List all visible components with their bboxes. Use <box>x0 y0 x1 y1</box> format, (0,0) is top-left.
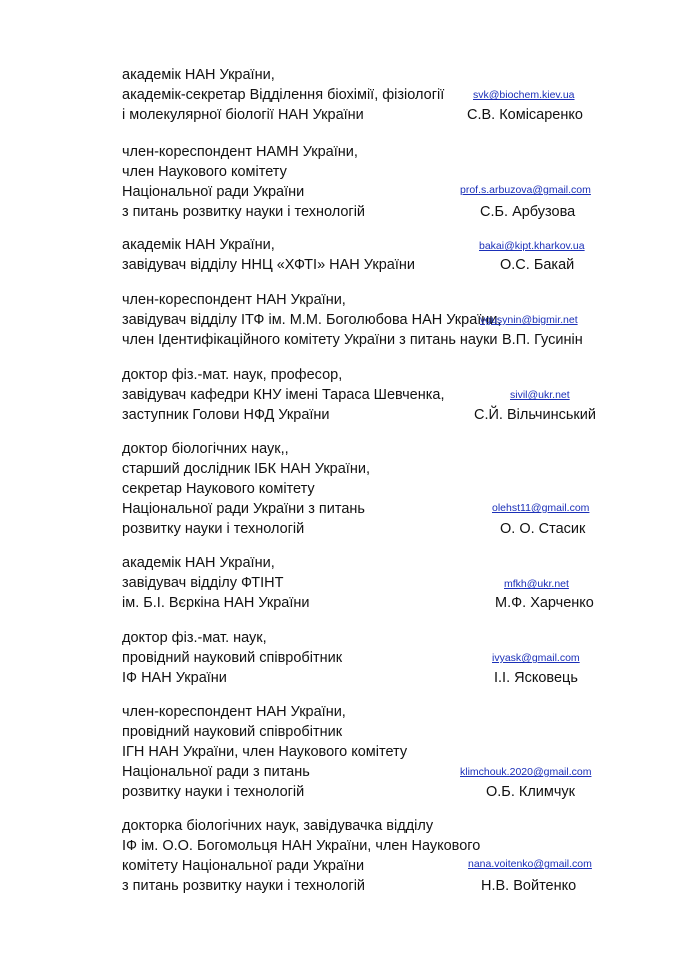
affiliation-line: і молекулярної біології НАН України <box>122 107 364 123</box>
affiliation-line: Національної ради з питань <box>122 764 310 780</box>
email-link[interactable]: vgusynin@bigmir.net <box>480 314 578 326</box>
email-link[interactable]: olehst11@gmail.com <box>492 502 590 514</box>
affiliation-line: секретар Наукового комітету <box>122 481 315 497</box>
affiliation-line: ім. Б.І. Вєркіна НАН України <box>122 595 310 611</box>
email-link[interactable]: ivyask@gmail.com <box>492 652 580 664</box>
affiliation-line: розвитку науки і технологій <box>122 784 305 800</box>
affiliation-line: старший дослідник ІБК НАН України, <box>122 461 370 477</box>
member-name: О.С. Бакай <box>500 257 575 273</box>
affiliation-line: член Ідентифікаційного комітету України з питань науки <box>122 332 498 348</box>
member-name: Н.В. Войтенко <box>481 878 577 894</box>
affiliation-line: член-кореспондент НАН України, <box>122 704 346 720</box>
affiliation-line: завідувач кафедри КНУ імені Тараса Шевченка, <box>122 387 445 403</box>
affiliation-line: докторка біологічних наук, завідувачка відділу <box>122 818 434 834</box>
affiliation-line: завідувач відділу ННЦ «ХФТІ» НАН України <box>122 257 415 273</box>
affiliation-line: з питань розвитку науки і технологій <box>122 878 366 894</box>
affiliation-line: доктор фіз.-мат. наук, професор, <box>122 367 343 383</box>
member-name: С.Й. Вільчинський <box>474 407 596 423</box>
affiliation-line: доктор біологічних наук,, <box>122 441 289 457</box>
email-link[interactable]: bakai@kipt.kharkov.ua <box>479 240 585 252</box>
member-name: І.І. Ясковець <box>494 670 578 686</box>
member-name: С.Б. Арбузова <box>480 204 576 220</box>
affiliation-line: завідувач відділу ФТІНТ <box>122 575 284 591</box>
member-name: О. О. Стасик <box>500 521 586 537</box>
affiliation-line: член Наукового комітету <box>122 164 287 180</box>
affiliation-line: ІФ НАН України <box>122 670 227 686</box>
affiliation-line: академік НАН України, <box>122 555 275 571</box>
affiliation-line: з питань розвитку науки і технологій <box>122 204 366 220</box>
affiliation-line: розвитку науки і технологій <box>122 521 305 537</box>
member-name: О.Б. Климчук <box>486 784 576 800</box>
affiliation-line: провідний науковий співробітник <box>122 650 343 666</box>
affiliation-line: академік-секретар Відділення біохімії, фізіології <box>122 87 445 103</box>
member-name: М.Ф. Харченко <box>495 595 594 611</box>
affiliation-line: академік НАН України, <box>122 237 275 253</box>
affiliation-line: завідувач відділу ІТФ ім. М.М. Боголюбова НАН України, <box>122 312 502 328</box>
email-link[interactable]: svk@biochem.kiev.ua <box>473 89 575 101</box>
affiliation-line: Національної ради України з питань <box>122 501 365 517</box>
affiliation-line: доктор фіз.-мат. наук, <box>122 630 267 646</box>
email-link[interactable]: klimchouk.2020@gmail.com <box>460 766 592 778</box>
affiliation-line: академік НАН України, <box>122 67 275 83</box>
affiliation-line: член-кореспондент НАМН України, <box>122 144 358 160</box>
email-link[interactable]: mfkh@ukr.net <box>504 578 569 590</box>
affiliation-line: провідний науковий співробітник <box>122 724 343 740</box>
member-name: С.В. Комісаренко <box>467 107 583 123</box>
email-link[interactable]: prof.s.arbuzova@gmail.com <box>460 184 591 196</box>
affiliation-line: комітету Національної ради України <box>122 858 365 874</box>
affiliation-line: член-кореспондент НАН України, <box>122 292 346 308</box>
member-name: В.П. Гусинін <box>502 332 583 348</box>
affiliation-line: ІГН НАН України, член Наукового комітету <box>122 744 408 760</box>
email-link[interactable]: sivil@ukr.net <box>510 389 570 401</box>
affiliation-line: ІФ ім. О.О. Богомольця НАН України, член Наукового <box>122 838 481 854</box>
affiliation-line: Національної ради України <box>122 184 305 200</box>
email-link[interactable]: nana.voitenko@gmail.com <box>468 858 592 870</box>
affiliation-line: заступник Голови НФД України <box>122 407 330 423</box>
